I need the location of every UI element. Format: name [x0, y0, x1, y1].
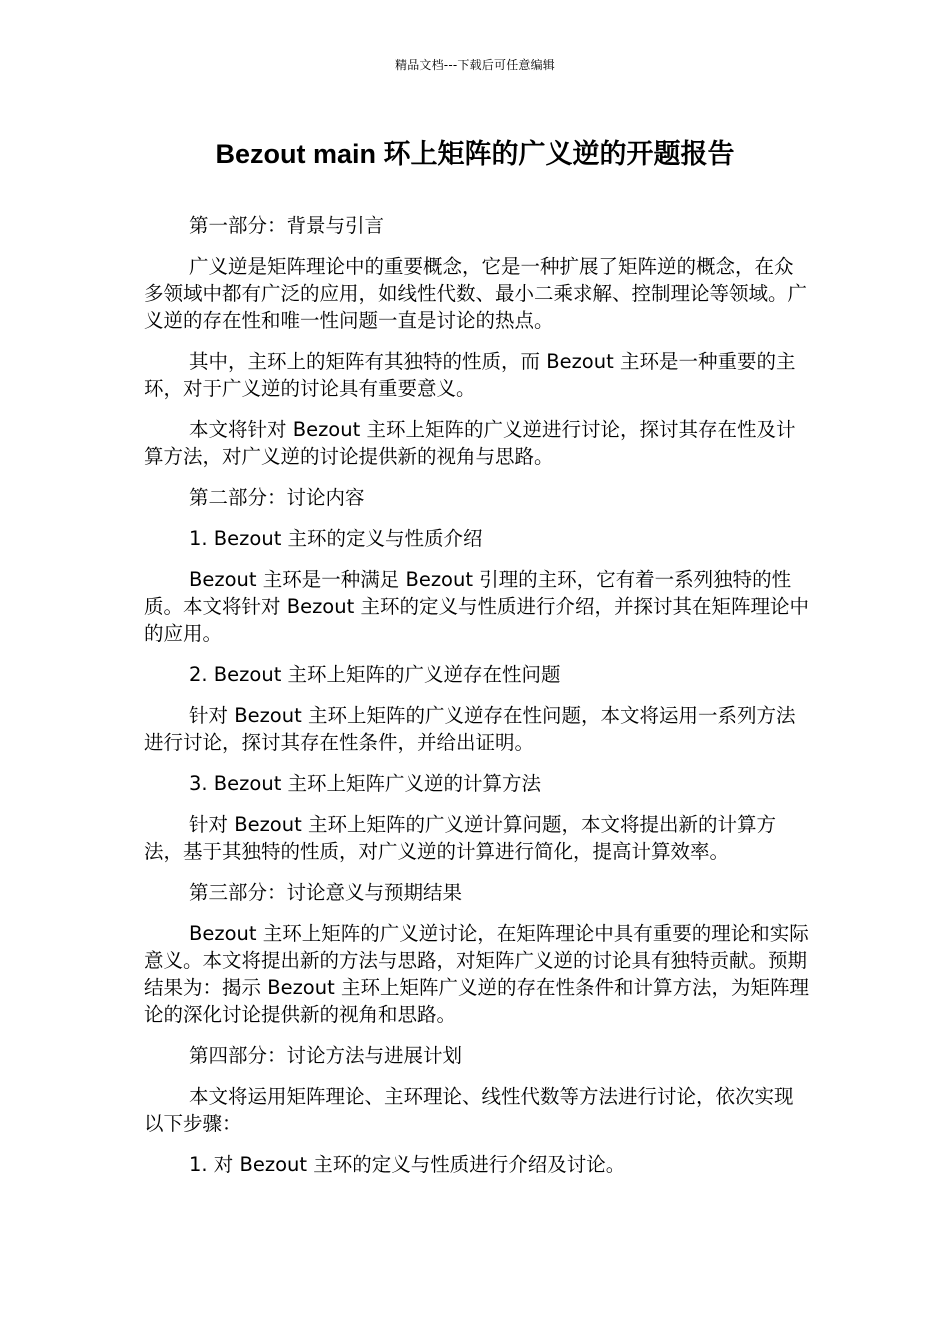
document-body — [144, 212, 810, 1192]
body-paragraph: 针对 Bezout 主环上矩阵的广义逆存在性问题，本文将运用一系列方法进行讨论，探讨其存在性条件，并给出证明。 — [144, 704, 796, 754]
subsection-heading-3: 3. Bezout 主环上矩阵广义逆的计算方法 — [189, 772, 542, 795]
header-note: 精品文档---下载后可任意编辑 — [395, 58, 555, 72]
document-title: Bezout main 环上矩阵的广义逆的开题报告 — [215, 139, 735, 169]
section-heading-part-1: 第一部分：背景与引言 — [189, 214, 385, 237]
body-paragraph: Bezout 主环是一种满足 Bezout 引理的主环，它有着一系列独特的性质。本文将针对 Bezout 主环的定义与性质进行介绍，并探讨其在矩阵理论中的应用。 — [144, 568, 809, 645]
body-paragraph: 其中，主环上的矩阵有其独特的性质，而 Bezout 主环是一种重要的主环，对于广义逆的讨论具有重要意义。 — [144, 350, 796, 400]
section-heading-part-3: 第三部分：讨论意义与预期结果 — [189, 881, 463, 904]
body-paragraph: Bezout 主环上矩阵的广义逆讨论，在矩阵理论中具有重要的理论和实际意义。本文将提出新的方法与思路，对矩阵广义逆的讨论具有独特贡献。预期结果为：揭示 Bezout 主环上矩阵广义逆的存在性条件和计算方法，为矩阵理论的深化讨论提供新的视角和思路。 — [144, 922, 809, 1026]
body-paragraph: 本文将针对 Bezout 主环上矩阵的广义逆进行讨论，探讨其存在性及计算方法，对广义逆的讨论提供新的视角与思路。 — [144, 418, 796, 468]
subsection-heading-2: 2. Bezout 主环上矩阵的广义逆存在性问题 — [189, 663, 561, 686]
body-paragraph: 本文将运用矩阵理论、主环理论、线性代数等方法进行讨论，依次实现以下步骤： — [144, 1085, 794, 1135]
body-paragraph: 广义逆是矩阵理论中的重要概念，它是一种扩展了矩阵逆的概念，在众多领域中都有广泛的应用，如线性代数、最小二乘求解、控制理论等领域。广义逆的存在性和唯一性问题一直是讨论的热点。 — [144, 255, 808, 332]
body-paragraph: 针对 Bezout 主环上矩阵的广义逆计算问题，本文将提出新的计算方法，基于其独特的性质，对广义逆的计算进行简化，提高计算效率。 — [144, 813, 776, 863]
section-heading-part-4: 第四部分：讨论方法与进展计划 — [189, 1044, 463, 1067]
section-heading-part-2: 第二部分：讨论内容 — [189, 486, 365, 509]
subsection-heading-1: 1. Bezout 主环的定义与性质介绍 — [189, 527, 483, 550]
list-item-step-1: 1. 对 Bezout 主环的定义与性质进行介绍及讨论。 — [189, 1153, 626, 1176]
